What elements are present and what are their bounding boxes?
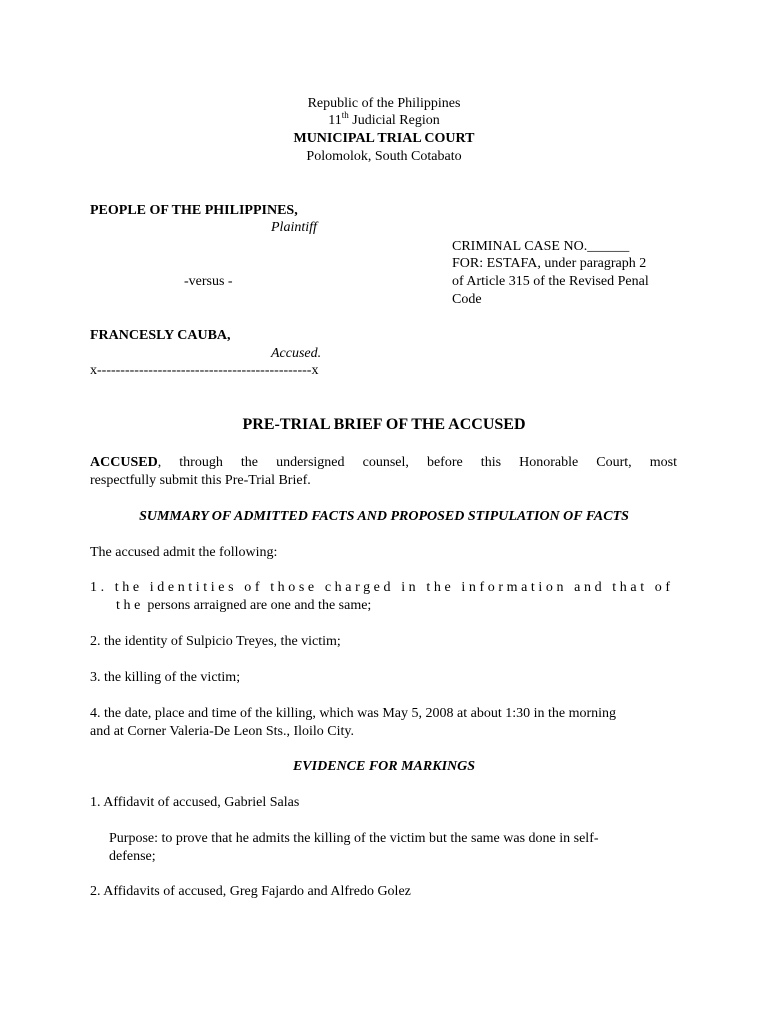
- accused-name: FRANCESLY CAUBA,: [90, 328, 231, 343]
- fact-4-line1: 4. the date, place and time of the killing, which was May 5, 2008 at about 1:30 in the morning: [90, 706, 617, 721]
- evidence-1-purpose-line1: Purpose: to prove that he admits the killing of the victim but the same was done in self-: [109, 831, 599, 846]
- intro-line2: respectfully submit this Pre-Trial Brief.: [90, 473, 311, 488]
- evidence-1-purpose-line2: defense;: [109, 849, 156, 864]
- accused-role: Accused.: [271, 346, 322, 361]
- plaintiff-name: PEOPLE OF THE PHILIPPINES,: [90, 203, 298, 218]
- section-heading-evidence: EVIDENCE FOR MARKINGS: [292, 759, 476, 774]
- header-location: Polomolok, South Cotabato: [306, 149, 462, 164]
- header-judicial-region: 11th Judicial Region: [328, 110, 440, 128]
- fact-1-line2: the persons arraigned are one and the same;: [116, 598, 372, 613]
- case-number: CRIMINAL CASE NO.______: [452, 239, 630, 254]
- intro-line1: ACCUSED, through the undersigned counsel, before this Honorable Court, most: [90, 455, 677, 470]
- fact-1-line1: 1. the identities of those charged in the information and that of: [90, 580, 674, 595]
- case-for-line2: of Article 315 of the Revised Penal: [452, 274, 649, 289]
- section-heading-admitted-facts: SUMMARY OF ADMITTED FACTS AND PROPOSED STIPULATION OF FACTS: [139, 509, 629, 524]
- case-for-line3: Code: [452, 292, 482, 307]
- caption-divider: x----------------------------------------------x: [90, 363, 319, 378]
- evidence-1: 1. Affidavit of accused, Gabriel Salas: [90, 795, 300, 810]
- header-republic: Republic of the Philippines: [307, 96, 461, 111]
- fact-3: 3. the killing of the victim;: [90, 670, 241, 685]
- plaintiff-role: Plaintiff: [271, 220, 317, 235]
- document-title: PRE-TRIAL BRIEF OF THE ACCUSED: [242, 416, 526, 433]
- header-court-name: MUNICIPAL TRIAL COURT: [293, 131, 475, 146]
- versus-label: -versus -: [184, 274, 233, 289]
- fact-4-line2: and at Corner Valeria-De Leon Sts., Iloilo City.: [90, 724, 354, 739]
- fact-2: 2. the identity of Sulpicio Treyes, the victim;: [90, 634, 341, 649]
- admit-intro: The accused admit the following:: [90, 545, 278, 560]
- evidence-2: 2. Affidavits of accused, Greg Fajardo and Alfredo Golez: [90, 884, 411, 899]
- case-for-line1: FOR: ESTAFA, under paragraph 2: [452, 256, 647, 271]
